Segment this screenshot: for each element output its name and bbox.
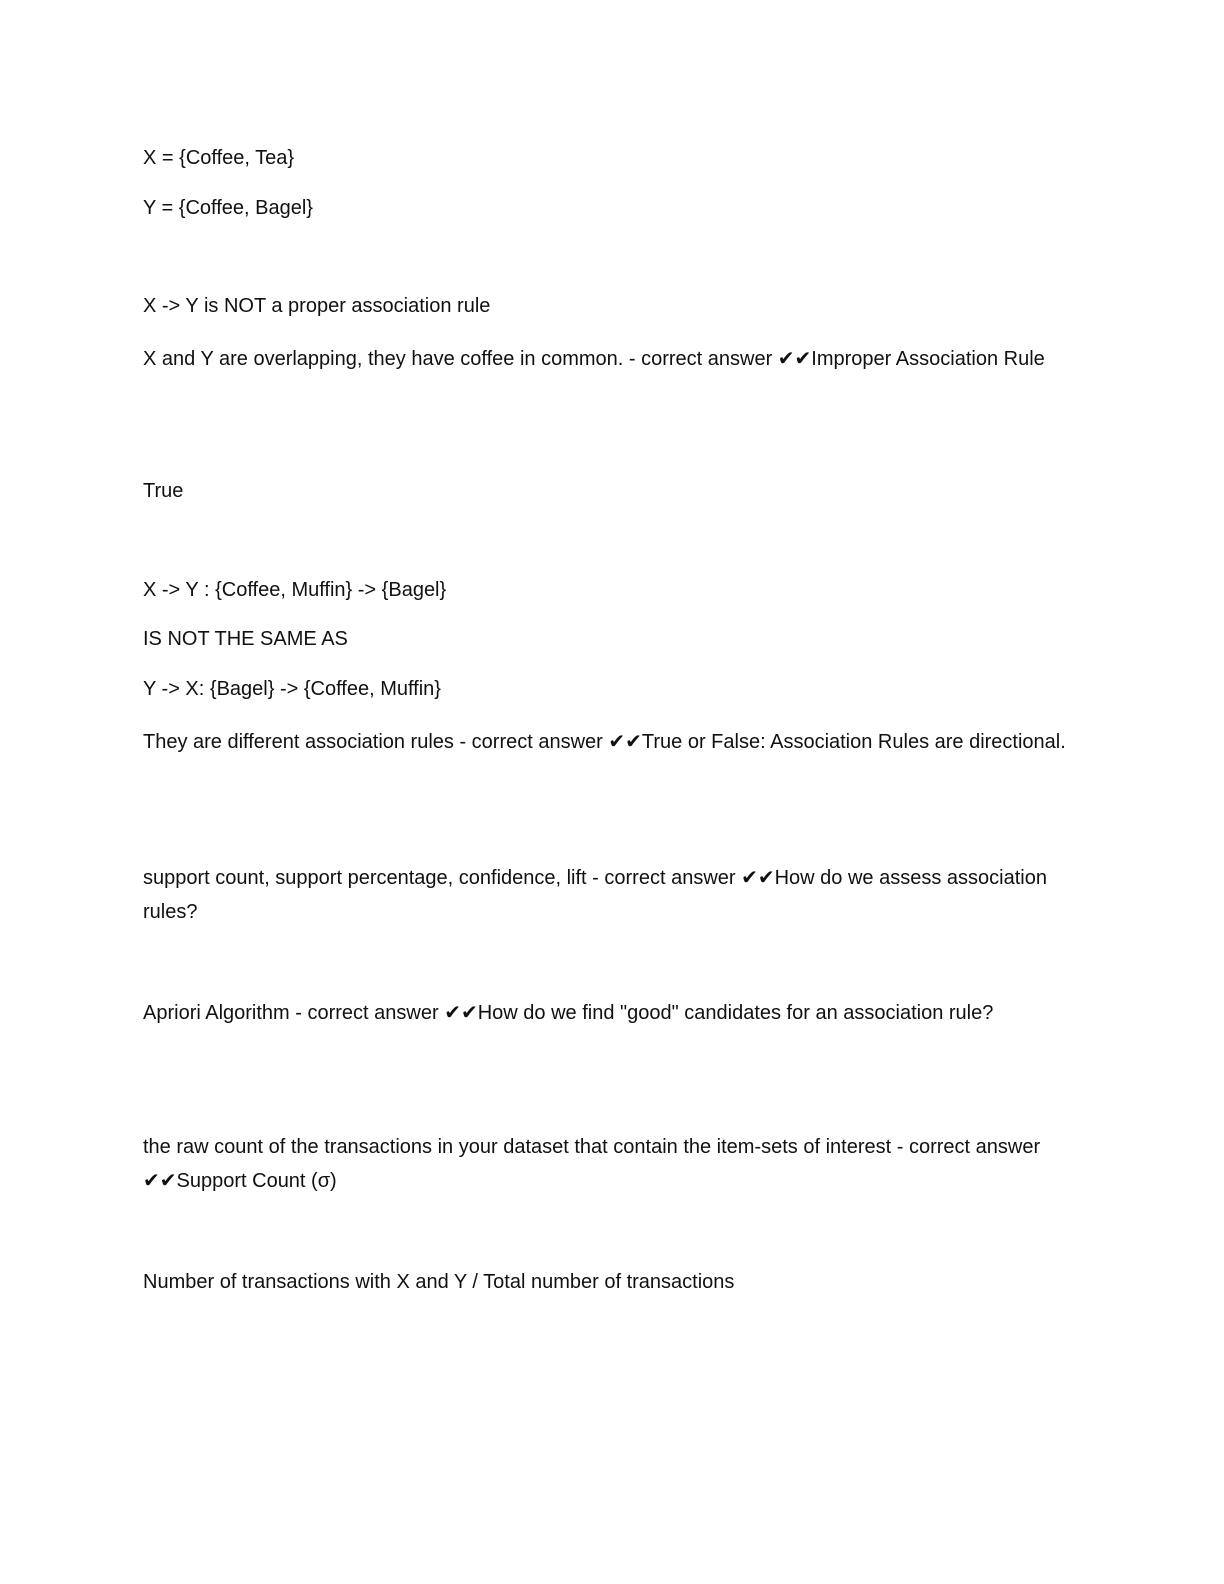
text-line-true: True [143, 480, 184, 502]
text-line-not-same: IS NOT THE SAME AS [143, 628, 348, 650]
text-line-assess-rules-answer: support count, support percentage, confidence, lift - correct answer ✔✔How do we assess association rules? [143, 867, 1047, 923]
text-line-directional-answer: They are different association rules - correct answer ✔✔True or False: Association Rules are directional. [143, 731, 1066, 753]
text-line-y-definition: Y = {Coffee, Bagel} [143, 197, 313, 219]
text-line-x-definition: X = {Coffee, Tea} [143, 147, 295, 169]
text-line-rule-x-to-y: X -> Y : {Coffee, Muffin} -> {Bagel} [143, 579, 447, 601]
text-line-improper-rule-answer: X and Y are overlapping, they have coffee in common. - correct answer ✔✔Improper Association Rule [143, 348, 1045, 370]
text-line-rule-y-to-x: Y -> X: {Bagel} -> {Coffee, Muffin} [143, 678, 441, 700]
text-line-apriori-answer: Apriori Algorithm - correct answer ✔✔How do we find "good" candidates for an association rule? [143, 1002, 994, 1024]
text-line-support-count-answer: the raw count of the transactions in your dataset that contain the item-sets of interest - correct answer ✔✔Support Count (σ) [143, 1136, 1041, 1192]
text-line-not-proper-rule: X -> Y is NOT a proper association rule [143, 295, 491, 317]
text-line-support-formula: Number of transactions with X and Y / Total number of transactions [143, 1271, 735, 1293]
